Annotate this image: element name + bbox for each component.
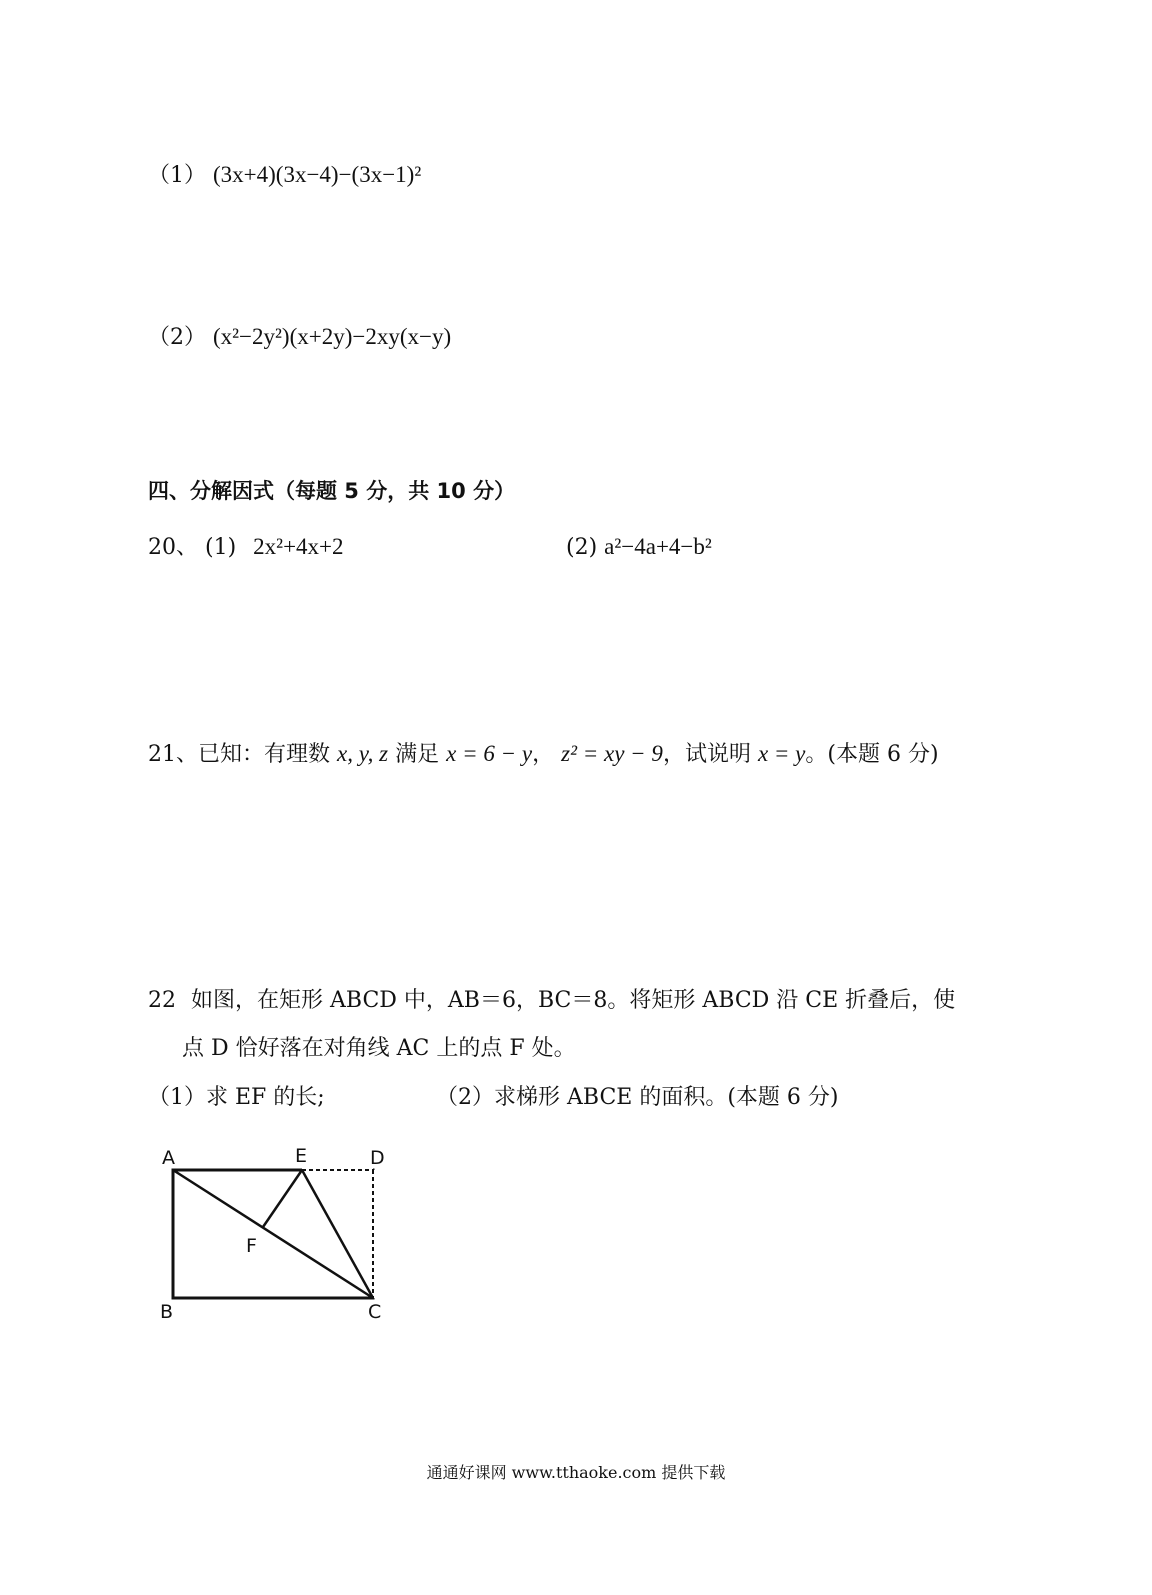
q21-suffix: 。(本题 6 分)	[805, 742, 939, 767]
page-footer: 通通好课网 www.tthaoke.com 提供下载	[426, 1463, 726, 1482]
q21-text	[148, 739, 939, 770]
q19-part1	[148, 160, 421, 191]
q20-number: 20、	[148, 535, 198, 560]
label-f: F	[246, 1235, 257, 1257]
q20-part2-label: (2)	[566, 535, 598, 560]
label-c: C	[368, 1301, 382, 1323]
q22-line1-text: 如图，在矩形 ABCD 中，AB＝6，BC＝8。将矩形 ABCD 沿 CE 折叠后，使	[191, 988, 956, 1013]
q22-part1: （1）求 EF 的长;	[148, 1085, 325, 1110]
rectangle-fold-figure	[150, 1140, 410, 1340]
q21-number: 21、	[148, 742, 198, 767]
q22-part2: （2）求梯形 ABCE 的面积。(本题 6 分)	[436, 1085, 839, 1110]
segment-ef	[263, 1170, 302, 1227]
q19-part2	[148, 322, 451, 353]
q19-part2-label: （2）	[148, 325, 206, 350]
label-b: B	[160, 1301, 174, 1323]
q21-variables: x, y, z	[337, 741, 389, 766]
q20-part1-expression: 2x²+4x+2	[253, 534, 344, 559]
q22-line1	[148, 986, 955, 1016]
q20-row	[148, 532, 344, 563]
q21-prefix: 已知：有理数	[198, 742, 331, 767]
q21-separator: ，	[532, 742, 555, 767]
q22-number: 22	[148, 988, 176, 1013]
q20-part2	[566, 532, 712, 563]
q20-part1-label: (1)	[205, 535, 237, 560]
q19-part1-label: （1）	[148, 163, 206, 188]
q20-part2-expression: a²−4a+4−b²	[604, 534, 712, 559]
q19-part2-expression: (x²−2y²)(x+2y)−2xy(x−y)	[213, 324, 452, 349]
diagonal-ac	[173, 1170, 373, 1298]
q21-conclusion: x = y	[757, 741, 806, 766]
q21-mid1: 满足	[395, 742, 440, 767]
q21-condition1: x = 6 − y	[446, 741, 533, 766]
q21-mid2: ，试说明	[662, 742, 751, 767]
q22-line2: 点 D 恰好落在对角线 AC 上的点 F 处。	[182, 1036, 576, 1061]
section-four-heading: 四、分解因式（每题 5 分，共 10 分）	[148, 479, 516, 503]
q21-condition2: z² = xy − 9	[561, 741, 663, 766]
label-d: D	[370, 1147, 385, 1169]
label-a: A	[162, 1147, 175, 1169]
label-e: E	[295, 1145, 308, 1167]
q19-part1-expression: (3x+4)(3x−4)−(3x−1)²	[213, 162, 422, 187]
segment-ec	[302, 1170, 373, 1298]
